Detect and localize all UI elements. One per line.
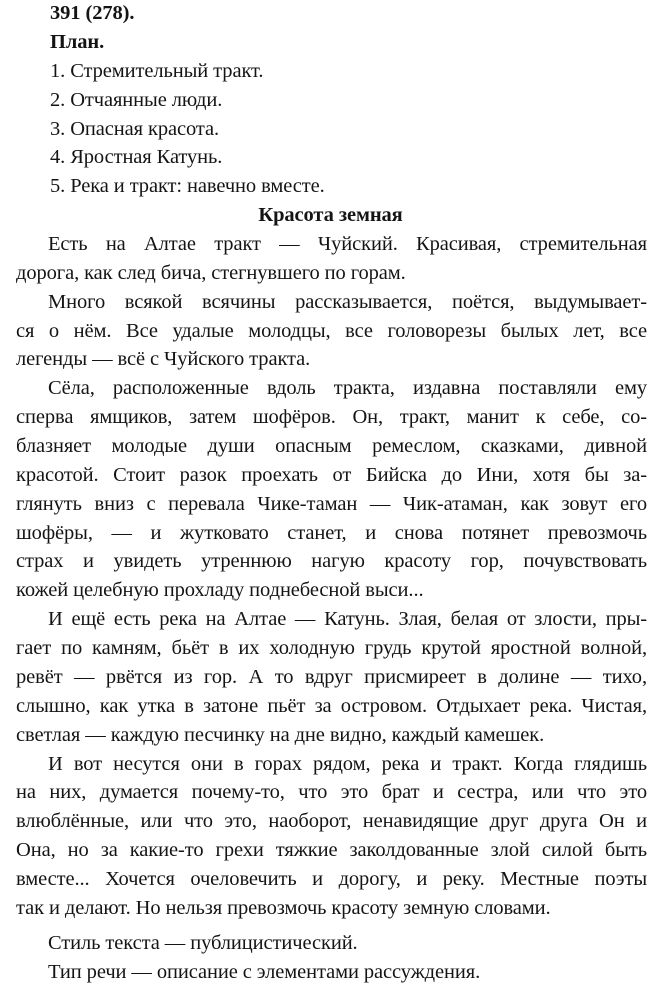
plan-item: 5. Река и тракт: навечно вместе. [50, 175, 325, 197]
text-line: блазняет молодые души опасным ремеслом, сказками, дивной [16, 435, 647, 457]
text-line: легенды — всё с Чуйского тракта. [16, 348, 311, 370]
text-line: И ещё есть река на Алтае — Катунь. Злая, белая от злости, пры- [48, 608, 647, 630]
text-line: сперва ямщиков, затем шофёров. Он, тракт, манит к себе, со- [16, 406, 647, 428]
text-line: страх и увидеть утреннюю нагую красоту гор, почувствовать [16, 550, 647, 572]
text-line: на них, думается почему-то, что это брат и сестра, или что это [16, 781, 647, 803]
text-line: красотой. Стоит разок проехать от Бийска до Ини, хотя бы за- [16, 464, 647, 486]
text-line: ревёт — рвётся из гор. А то вдруг присмиреет в долине — тихо, [16, 666, 647, 688]
text-line: Сёла, расположенные вдоль тракта, издавна поставляли ему [48, 377, 647, 399]
text-line: гает по камням, бьёт в их холодную грудь крутой яростной волной, [16, 637, 647, 659]
text-line: светлая — каждую песчинку на дне видно, каждый камешек. [16, 724, 545, 746]
text-line: так и делают. Но нельзя превозмочь красоту земную словами. [16, 897, 551, 919]
text-style-line: Стиль текста — публицистический. [48, 932, 358, 954]
text-line: влюблённые, или что это, наоборот, ненавидящие друг друга Он и [16, 810, 647, 832]
plan-item: 1. Стремительный тракт. [50, 60, 264, 82]
speech-type-line: Тип речи — описание с элементами рассуждения. [48, 961, 481, 983]
plan-item: 4. Яростная Катунь. [50, 146, 223, 168]
text-line: И вот несутся они в горах рядом, река и тракт. Когда глядишь [48, 753, 647, 775]
text-line: Она, но за какие-то грехи тяжкие заколдованные злой силой быть [16, 839, 647, 861]
text-line: Есть на Алтае тракт — Чуйский. Красивая, стремительная [48, 233, 647, 255]
text-line: дорога, как след бича, стегнувшего по горам. [16, 262, 406, 284]
text-line: слышно, как утка в затоне пьёт за островом. Отдыхает река. Чистая, [16, 695, 647, 717]
plan-heading: План. [50, 31, 105, 53]
text-line: кожей целебную прохладу поднебесной выси... [16, 579, 424, 601]
text-line: вместе... Хочется очеловечить и дорогу, и реку. Местные поэты [16, 868, 647, 890]
text-line: Много всякой всячины рассказывается, поётся, выдумывает- [48, 291, 647, 313]
text-line: ся о нём. Все удалые молодцы, все головорезы былых лет, все [16, 320, 647, 342]
plan-item: 3. Опасная красота. [50, 118, 220, 140]
plan-item: 2. Отчаянные люди. [50, 89, 223, 111]
text-line: глянуть вниз с перевала Чике-таман — Чик-атаман, как зовут его [16, 493, 647, 515]
exercise-number: 391 (278). [50, 2, 135, 24]
text-title: Красота земная [258, 204, 403, 226]
text-line: шофёры, — и жутковато станет, и снова потянет превозмочь [16, 522, 647, 544]
